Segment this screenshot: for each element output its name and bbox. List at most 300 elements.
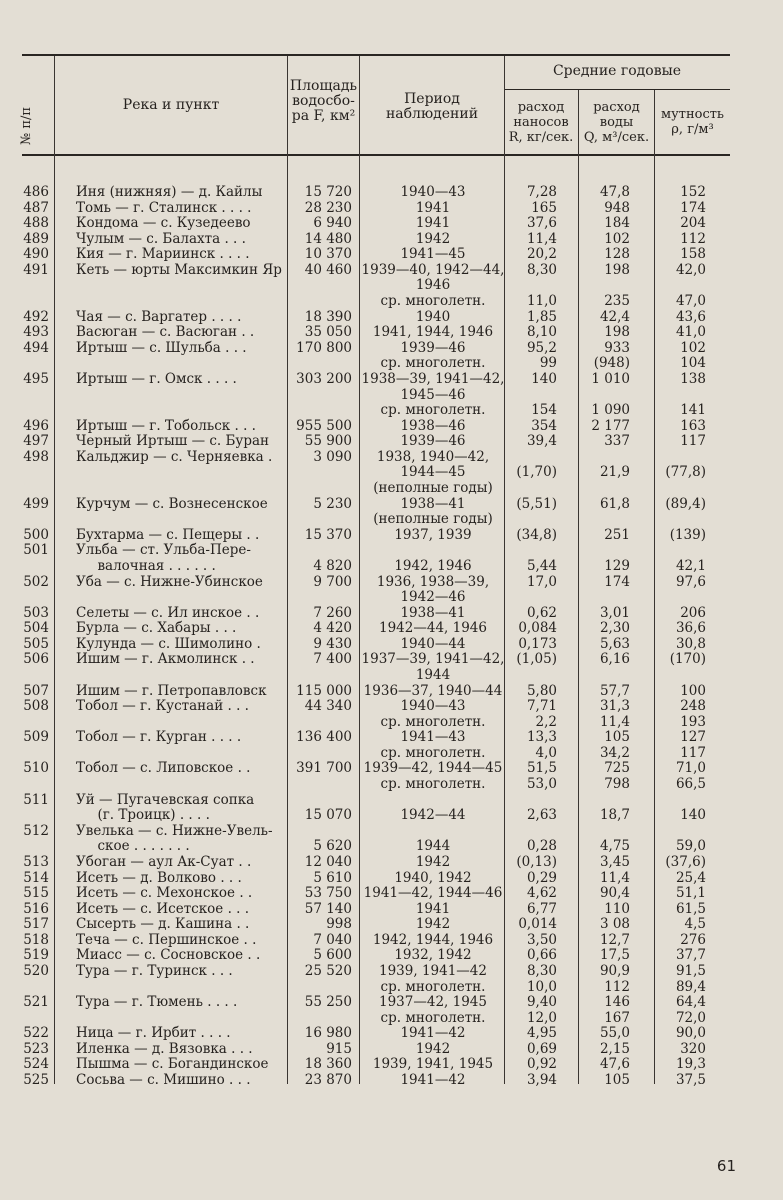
cell-river: Увелька — с. Нижне-Увель- bbox=[76, 822, 273, 839]
cell-r: 37,6 bbox=[526, 215, 557, 232]
table-row bbox=[0, 527, 783, 543]
cell-area: 5 600 bbox=[313, 947, 352, 964]
cell-area: 15 070 bbox=[304, 807, 352, 824]
table-row bbox=[0, 355, 783, 371]
cell-r: 0,28 bbox=[526, 838, 557, 855]
cell-q: 4,75 bbox=[599, 838, 630, 855]
cell-river: Тура — г. Туринск . . . bbox=[76, 963, 233, 979]
cell-area: 7 400 bbox=[313, 651, 352, 668]
cell-num: 500 bbox=[23, 526, 49, 543]
cell-m: 204 bbox=[680, 215, 706, 232]
cell-q: 128 bbox=[604, 246, 630, 263]
cell-area: 25 520 bbox=[304, 963, 352, 979]
top-rule bbox=[22, 54, 730, 56]
cell-r: (5,51) bbox=[516, 495, 557, 512]
cell-river: Тобол — г. Курган . . . . bbox=[76, 729, 242, 746]
cell-period: ср. многолетн. bbox=[380, 402, 486, 419]
cell-q: 11,4 bbox=[599, 869, 630, 886]
cell-area: 5 610 bbox=[313, 869, 352, 886]
cell-m: 91,5 bbox=[675, 963, 706, 979]
cell-q: 2,30 bbox=[599, 620, 630, 637]
cell-num: 486 bbox=[23, 184, 49, 200]
cell-m: 117 bbox=[680, 433, 706, 450]
cell-river: Кеть — юрты Максимкин Яр bbox=[76, 261, 282, 278]
cell-r: 13,3 bbox=[526, 729, 557, 746]
cell-period: 1938, 1940—42, bbox=[376, 448, 490, 465]
cell-m: 42,0 bbox=[675, 261, 706, 278]
header-q-line: расход bbox=[593, 100, 640, 115]
cell-river: Пышма — с. Богандинское bbox=[76, 1056, 269, 1073]
table-row bbox=[0, 651, 783, 667]
cell-period: 1940—44 bbox=[400, 635, 466, 652]
cell-period: 1945—46 bbox=[400, 386, 466, 403]
cell-r: (34,8) bbox=[516, 526, 557, 543]
cell-area: 7 260 bbox=[313, 604, 352, 621]
cell-m: 127 bbox=[680, 729, 706, 746]
cell-r: (1,70) bbox=[516, 464, 557, 481]
cell-m: 51,1 bbox=[675, 885, 706, 902]
cell-area: 4 420 bbox=[313, 620, 352, 637]
header-area-line: Площадь bbox=[289, 78, 358, 94]
cell-r: 9,40 bbox=[526, 994, 557, 1011]
cell-river: Тура — г. Тюмень . . . . bbox=[76, 994, 238, 1011]
cell-r: 0,084 bbox=[518, 620, 557, 637]
page-number: 61 bbox=[716, 1157, 736, 1175]
table-row bbox=[0, 932, 783, 948]
group-rule bbox=[504, 89, 730, 90]
table-row bbox=[0, 464, 783, 480]
cell-q: 146 bbox=[604, 994, 630, 1011]
cell-period: 1942, 1944, 1946 bbox=[372, 931, 494, 948]
cell-r: 3,94 bbox=[526, 1072, 557, 1089]
cell-r: 4,62 bbox=[526, 885, 557, 902]
cell-num: 493 bbox=[23, 324, 49, 341]
cell-river: Кия — г. Мариинск . . . . bbox=[76, 246, 250, 263]
cell-num: 520 bbox=[23, 963, 49, 979]
header-q-line: Q, м³/сек. bbox=[583, 130, 650, 145]
cell-num: 514 bbox=[23, 869, 49, 886]
cell-num: 519 bbox=[23, 947, 49, 964]
cell-period: 1940—43 bbox=[400, 698, 466, 715]
table-row bbox=[0, 994, 783, 1010]
cell-river: Ульба — ст. Ульба-Пере- bbox=[76, 542, 251, 559]
table-row bbox=[0, 246, 783, 262]
cell-river: Исеть — с. Исетское . . . bbox=[76, 900, 250, 917]
cell-period: 1946 bbox=[415, 277, 451, 294]
cell-m: 138 bbox=[680, 370, 706, 387]
cell-area: 9 430 bbox=[313, 635, 352, 652]
table-row bbox=[0, 605, 783, 621]
cell-q: 798 bbox=[604, 776, 630, 793]
table-row bbox=[0, 1056, 783, 1072]
cell-m: 37,5 bbox=[675, 1072, 706, 1089]
cell-m: 320 bbox=[680, 1040, 706, 1057]
table-row bbox=[0, 792, 783, 808]
cell-period: 1939, 1941—42 bbox=[379, 963, 487, 979]
table-row bbox=[0, 480, 783, 496]
cell-q: 34,2 bbox=[599, 744, 630, 761]
cell-q: 198 bbox=[604, 261, 630, 278]
cell-period: (неполные годы) bbox=[373, 511, 493, 528]
cell-period: 1942 bbox=[415, 916, 451, 933]
cell-r: 354 bbox=[531, 417, 557, 434]
table-row bbox=[0, 309, 783, 325]
cell-r: (0,13) bbox=[516, 853, 557, 870]
cell-river: Иртыш — г. Омск . . . . bbox=[76, 370, 237, 387]
cell-num: 503 bbox=[23, 604, 49, 621]
cell-area: 6 940 bbox=[313, 215, 352, 232]
cell-period: 1938—41 bbox=[400, 604, 466, 621]
table-row bbox=[0, 683, 783, 699]
cell-m: 89,4 bbox=[675, 978, 706, 995]
cell-q: 198 bbox=[604, 324, 630, 341]
cell-num: 504 bbox=[23, 620, 49, 637]
table-row bbox=[0, 807, 783, 823]
cell-m: 66,5 bbox=[675, 776, 706, 793]
cell-period: 1941—42 bbox=[400, 1072, 466, 1089]
header-period-line: Период bbox=[404, 91, 460, 107]
cell-river: Миасс — с. Сосновское . . bbox=[76, 947, 261, 964]
table-row bbox=[0, 511, 783, 527]
cell-r: 8,30 bbox=[526, 963, 557, 979]
cell-river: Исеть — с. Мехонское . . bbox=[76, 885, 253, 902]
cell-q: 11,4 bbox=[599, 713, 630, 730]
cell-area: 391 700 bbox=[296, 760, 352, 777]
cell-river: Кондома — с. Кузедеево bbox=[76, 215, 251, 232]
cell-num: 509 bbox=[23, 729, 49, 746]
table-row bbox=[0, 433, 783, 449]
cell-num: 525 bbox=[23, 1072, 49, 1089]
cell-river: Томь — г. Сталинск . . . . bbox=[76, 199, 252, 216]
cell-m: 47,0 bbox=[675, 293, 706, 310]
cell-r: 1,85 bbox=[526, 308, 557, 325]
cell-area: 170 800 bbox=[296, 339, 352, 356]
table-row bbox=[0, 231, 783, 247]
header-period-line: наблюдений bbox=[385, 106, 479, 122]
cell-m: 42,1 bbox=[675, 557, 706, 574]
cell-area: 955 500 bbox=[296, 417, 352, 434]
cell-area: 5 620 bbox=[313, 838, 352, 855]
cell-river: Кальджир — с. Черняевка . bbox=[76, 448, 273, 465]
cell-period: 1937—39, 1941—42, bbox=[361, 651, 505, 668]
cell-q: 18,7 bbox=[599, 807, 630, 824]
cell-m: 102 bbox=[680, 339, 706, 356]
cell-period: ср. многолетн. bbox=[380, 978, 486, 995]
cell-q: 102 bbox=[604, 230, 630, 247]
cell-num: 490 bbox=[23, 246, 49, 263]
table-row bbox=[0, 854, 783, 870]
cell-m: (170) bbox=[669, 651, 706, 668]
table-row bbox=[0, 589, 783, 605]
cell-area: 12 040 bbox=[304, 853, 352, 870]
cell-q: 1 010 bbox=[591, 370, 630, 387]
cell-q: 105 bbox=[604, 1072, 630, 1089]
cell-period: 1941 bbox=[415, 199, 451, 216]
cell-m: 248 bbox=[680, 698, 706, 715]
cell-period: 1939—40, 1942—44, bbox=[361, 261, 505, 278]
cell-r: 4,0 bbox=[535, 744, 557, 761]
table-row bbox=[0, 200, 783, 216]
table-row bbox=[0, 698, 783, 714]
cell-q: 31,3 bbox=[599, 698, 630, 715]
cell-r: (1,05) bbox=[516, 651, 557, 668]
cell-m: 25,4 bbox=[675, 869, 706, 886]
cell-period: 1941—42, 1944—46 bbox=[363, 885, 503, 902]
cell-num: 491 bbox=[23, 261, 49, 278]
cell-river: Иня (нижняя) — д. Кайлы bbox=[76, 184, 263, 200]
cell-m: 64,4 bbox=[675, 994, 706, 1011]
cell-period: 1942, 1946 bbox=[394, 557, 472, 574]
cell-num: 506 bbox=[23, 651, 49, 668]
cell-period: (неполные годы) bbox=[373, 480, 493, 497]
cell-period: 1936, 1938—39, bbox=[376, 573, 490, 590]
cell-m: 141 bbox=[680, 402, 706, 419]
cell-river: Уба — с. Нижне-Убинское bbox=[76, 573, 263, 590]
cell-river: Иртыш — с. Шульба . . . bbox=[76, 339, 247, 356]
cell-area: 57 140 bbox=[304, 900, 352, 917]
cell-river: Бурла — с. Хабары . . . bbox=[76, 620, 237, 637]
header-area-line: водосбо- bbox=[292, 93, 355, 109]
cell-num: 502 bbox=[23, 573, 49, 590]
cell-m: 59,0 bbox=[675, 838, 706, 855]
header-period bbox=[360, 92, 504, 122]
cell-num: 507 bbox=[23, 682, 49, 699]
table-row bbox=[0, 885, 783, 901]
header-area-line: ра F, км² bbox=[291, 108, 356, 124]
cell-r: 140 bbox=[531, 370, 557, 387]
cell-r: 2,63 bbox=[526, 807, 557, 824]
cell-q: 167 bbox=[604, 1009, 630, 1026]
header-r-line: расход bbox=[517, 100, 565, 115]
cell-river: Теча — с. Першинское . . bbox=[76, 931, 257, 948]
header-bottom-rule bbox=[22, 154, 730, 156]
cell-num: 522 bbox=[23, 1025, 49, 1042]
cell-num: 488 bbox=[23, 215, 49, 232]
header-r-line: R, кг/сек. bbox=[508, 130, 574, 145]
cell-q: 184 bbox=[604, 215, 630, 232]
cell-area: 23 870 bbox=[304, 1072, 352, 1089]
cell-q: 112 bbox=[604, 978, 630, 995]
cell-area: 915 bbox=[326, 1040, 352, 1057]
header-m-line: ρ, г/м³ bbox=[671, 122, 714, 137]
header-turbidity bbox=[655, 107, 730, 137]
cell-area: 7 040 bbox=[313, 931, 352, 948]
table-row bbox=[0, 620, 783, 636]
cell-m: 61,5 bbox=[675, 900, 706, 917]
cell-area: 15 370 bbox=[304, 526, 352, 543]
cell-river: Чулым — с. Балахта . . . bbox=[76, 230, 246, 247]
cell-num: 496 bbox=[23, 417, 49, 434]
cell-area: 998 bbox=[326, 916, 352, 933]
table-row bbox=[0, 387, 783, 403]
cell-m: 71,0 bbox=[675, 760, 706, 777]
cell-period: 1938—41 bbox=[400, 495, 466, 512]
table-row bbox=[0, 1041, 783, 1057]
cell-r: 0,92 bbox=[526, 1056, 557, 1073]
cell-river: Чая — с. Варгатер . . . . bbox=[76, 308, 242, 325]
cell-area: 4 820 bbox=[313, 557, 352, 574]
cell-num: 512 bbox=[23, 822, 49, 839]
cell-period: ср. многолетн. bbox=[380, 776, 486, 793]
cell-num: 511 bbox=[23, 791, 49, 808]
cell-m: 174 bbox=[680, 199, 706, 216]
cell-period: ср. многолетн. bbox=[380, 355, 486, 372]
table-row bbox=[0, 184, 783, 200]
cell-q: 21,9 bbox=[599, 464, 630, 481]
cell-q: (948) bbox=[593, 355, 630, 372]
cell-num: 517 bbox=[23, 916, 49, 933]
cell-num: 494 bbox=[23, 339, 49, 356]
cell-period: 1940—43 bbox=[400, 184, 466, 200]
cell-num: 513 bbox=[23, 853, 49, 870]
cell-q: 57,7 bbox=[599, 682, 630, 699]
cell-r: 5,80 bbox=[526, 682, 557, 699]
table-row bbox=[0, 714, 783, 730]
cell-r: 7,28 bbox=[526, 184, 557, 200]
cell-m: 37,7 bbox=[675, 947, 706, 964]
cell-r: 51,5 bbox=[526, 760, 557, 777]
cell-q: 3 08 bbox=[599, 916, 630, 933]
cell-m: (139) bbox=[669, 526, 706, 543]
cell-area: 136 400 bbox=[296, 729, 352, 746]
cell-period: 1939—46 bbox=[400, 339, 466, 356]
cell-area: 53 750 bbox=[304, 885, 352, 902]
cell-q: 174 bbox=[604, 573, 630, 590]
cell-q: 47,6 bbox=[599, 1056, 630, 1073]
cell-m: 4,5 bbox=[684, 916, 706, 933]
cell-num: 523 bbox=[23, 1040, 49, 1057]
cell-m: 158 bbox=[680, 246, 706, 263]
cell-area: 18 360 bbox=[304, 1056, 352, 1073]
cell-area: 14 480 bbox=[304, 230, 352, 247]
cell-river: Черный Иртыш — с. Буран bbox=[76, 433, 270, 450]
cell-area: 16 980 bbox=[304, 1025, 352, 1042]
table-row bbox=[0, 901, 783, 917]
cell-r: 12,0 bbox=[526, 1009, 557, 1026]
cell-r: 8,30 bbox=[526, 261, 557, 278]
cell-q: 948 bbox=[604, 199, 630, 216]
cell-m: 276 bbox=[680, 931, 706, 948]
cell-river: Сосьва — с. Мишино . . . bbox=[76, 1072, 251, 1089]
cell-period: ср. многолетн. bbox=[380, 713, 486, 730]
cell-period: 1939, 1941, 1945 bbox=[372, 1056, 494, 1073]
cell-q: 2,15 bbox=[599, 1040, 630, 1057]
cell-r: 39,4 bbox=[526, 433, 557, 450]
table-row bbox=[0, 293, 783, 309]
cell-q: 129 bbox=[604, 557, 630, 574]
cell-period: 1938—46 bbox=[400, 417, 466, 434]
cell-period: ср. многолетн. bbox=[380, 293, 486, 310]
header-r-line: наносов bbox=[513, 115, 569, 130]
cell-river: Ишим — г. Акмолинск . . bbox=[76, 651, 255, 668]
cell-m: 72,0 bbox=[675, 1009, 706, 1026]
cell-r: 11,4 bbox=[526, 230, 557, 247]
cell-river: Убоган — аул Ак-Суат . . bbox=[76, 853, 252, 870]
cell-q: 55,0 bbox=[599, 1025, 630, 1042]
cell-q: 933 bbox=[604, 339, 630, 356]
cell-period: 1941, 1944, 1946 bbox=[372, 324, 494, 341]
cell-period: 1944—45 bbox=[400, 464, 466, 481]
cell-area: 115 000 bbox=[296, 682, 352, 699]
cell-river: Иртыш — г. Тобольск . . . bbox=[76, 417, 256, 434]
cell-m: 163 bbox=[680, 417, 706, 434]
table-row bbox=[0, 838, 783, 854]
table-row bbox=[0, 667, 783, 683]
cell-period: 1936—37, 1940—44 bbox=[363, 682, 503, 699]
table-row bbox=[0, 745, 783, 761]
cell-area: 5 230 bbox=[313, 495, 352, 512]
cell-river: Ишим — г. Петропавловск bbox=[76, 682, 267, 699]
cell-period: 1937—42, 1945 bbox=[379, 994, 487, 1011]
cell-num: 518 bbox=[23, 931, 49, 948]
cell-period: 1942—46 bbox=[400, 589, 466, 606]
cell-area: 18 390 bbox=[304, 308, 352, 325]
cell-m: (89,4) bbox=[665, 495, 706, 512]
cell-m: 112 bbox=[680, 230, 706, 247]
cell-period: 1942 bbox=[415, 853, 451, 870]
cell-area: 55 900 bbox=[304, 433, 352, 450]
cell-river: Курчум — с. Вознесенское bbox=[76, 495, 268, 512]
cell-period: 1944 bbox=[415, 838, 451, 855]
cell-m: 193 bbox=[680, 713, 706, 730]
cell-r: 5,44 bbox=[526, 557, 557, 574]
cell-r: 7,71 bbox=[526, 698, 557, 715]
cell-area: 303 200 bbox=[296, 370, 352, 387]
cell-r: 17,0 bbox=[526, 573, 557, 590]
cell-river: Тобол — г. Кустанай . . . bbox=[76, 698, 249, 715]
cell-r: 0,62 bbox=[526, 604, 557, 621]
cell-river: Васюган — с. Васюган . . bbox=[76, 324, 255, 341]
cell-m: 97,6 bbox=[675, 573, 706, 590]
cell-river: Бухтарма — с. Пещеры . . bbox=[76, 526, 260, 543]
cell-area: 9 700 bbox=[313, 573, 352, 590]
cell-m: 19,3 bbox=[675, 1056, 706, 1073]
cell-area: 10 370 bbox=[304, 246, 352, 263]
cell-river: (г. Троицк) . . . . bbox=[76, 807, 210, 824]
table-row bbox=[0, 760, 783, 776]
header-group: Средние годовые bbox=[552, 63, 682, 79]
cell-period: 1941 bbox=[415, 215, 451, 232]
cell-period: 1940 bbox=[415, 308, 451, 325]
cell-q: 61,8 bbox=[599, 495, 630, 512]
cell-r: 99 bbox=[539, 355, 557, 372]
table-row bbox=[0, 496, 783, 512]
cell-num: 501 bbox=[23, 542, 49, 559]
table-row bbox=[0, 324, 783, 340]
cell-r: 6,77 bbox=[526, 900, 557, 917]
cell-river: валочная . . . . . . bbox=[76, 557, 216, 574]
cell-period: 1942 bbox=[415, 1040, 451, 1057]
table-row bbox=[0, 947, 783, 963]
cell-period: 1932, 1942 bbox=[394, 947, 472, 964]
cell-m: 36,6 bbox=[675, 620, 706, 637]
cell-river: Сысерть — д. Кашина . . bbox=[76, 916, 250, 933]
cell-r: 2,2 bbox=[535, 713, 557, 730]
cell-q: 2 177 bbox=[591, 417, 630, 434]
cell-m: 140 bbox=[680, 807, 706, 824]
cell-area: 35 050 bbox=[304, 324, 352, 341]
table-row bbox=[0, 558, 783, 574]
cell-river: Кулунда — с. Шимолино . bbox=[76, 635, 261, 652]
table-row bbox=[0, 636, 783, 652]
cell-r: 53,0 bbox=[526, 776, 557, 793]
cell-period: ср. многолетн. bbox=[380, 744, 486, 761]
cell-period: 1941 bbox=[415, 900, 451, 917]
cell-q: 235 bbox=[604, 293, 630, 310]
table-row bbox=[0, 916, 783, 932]
cell-q: 105 bbox=[604, 729, 630, 746]
cell-r: 154 bbox=[531, 402, 557, 419]
